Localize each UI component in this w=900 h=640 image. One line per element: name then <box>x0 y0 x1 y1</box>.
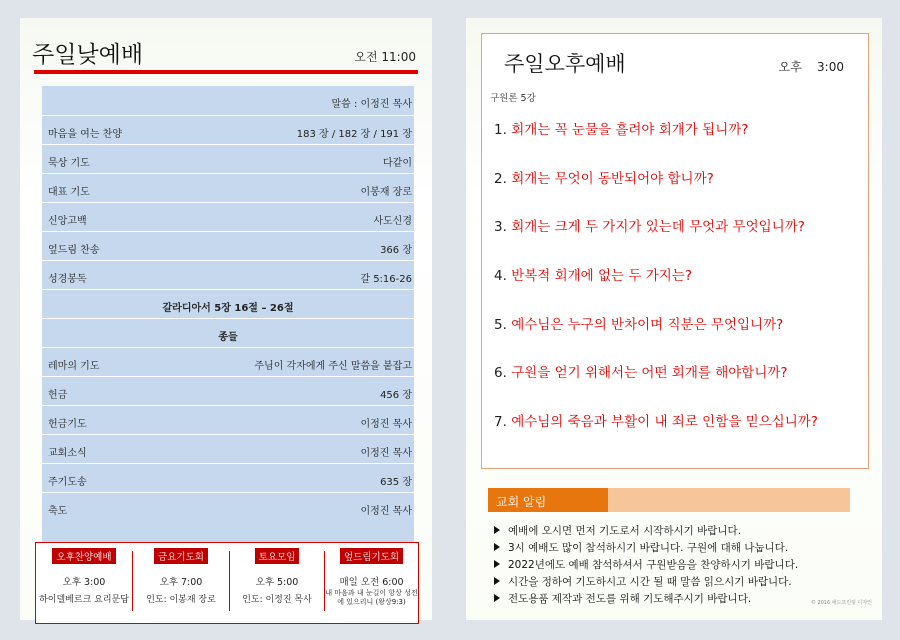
schedule-verse: 내 마음과 내 눈길이 항상 성전에 있으리니 (왕상9:3) <box>325 589 418 606</box>
schedule-leader: 인도: 이정진 목사 <box>242 595 312 605</box>
afternoon-service-frame <box>481 33 869 469</box>
order-label: 대표 기도 <box>48 187 90 198</box>
notice-item <box>494 557 798 572</box>
schedule-title: 오후찬양예배 <box>52 548 115 564</box>
question-item <box>494 362 854 384</box>
weekly-schedule <box>35 542 419 624</box>
scripture-passage: 갈라디아서 5장 16절 – 26절 <box>162 303 294 314</box>
question-text: 구원을 얻기 위해서는 어떤 회개를 해야합니까? <box>511 365 788 381</box>
question-text: 예수님의 죽음과 부활이 내 죄로 인함을 믿으십니까? <box>511 414 818 430</box>
notice-text: 예배에 오시면 먼저 기도로서 시작하시기 바랍니다. <box>508 525 742 537</box>
notice-text: 2022년에도 예배 참석하셔서 구원받음을 찬양하시기 바랍니다. <box>508 559 799 571</box>
schedule-title: 금요기도회 <box>154 548 208 564</box>
question-number: 3. <box>494 219 507 235</box>
afternoon-service-time: 오후 3:00 <box>778 60 844 74</box>
schedule-time: 매일 오전 6:00 <box>339 577 404 588</box>
order-row <box>42 289 414 319</box>
afternoon-service-page <box>466 18 882 620</box>
order-value: 이정진 목사 <box>360 448 412 459</box>
question-item <box>494 411 854 433</box>
question-item <box>494 314 854 336</box>
preacher: 말씀 : 이정진 목사 <box>331 99 412 110</box>
notice-item <box>494 574 792 589</box>
order-row <box>42 405 414 435</box>
order-value: 주님이 각자에게 주신 말씀을 붙잡고 <box>254 361 412 372</box>
title-divider <box>34 70 418 74</box>
order-label: 주기도송 <box>48 477 87 488</box>
question-number: 4. <box>494 268 507 284</box>
lesson-series: 구원론 5강 <box>490 93 536 104</box>
question-text: 회개는 크게 두 가지가 있는데 무엇과 무엇입니까? <box>511 219 805 235</box>
sermon-title: 종들 <box>218 332 238 343</box>
schedule-item <box>325 543 418 623</box>
question-item <box>494 168 854 190</box>
order-value: 이정진 목사 <box>360 506 412 517</box>
order-value: 456 장 <box>380 390 412 401</box>
order-label: 묵상 기도 <box>48 158 90 169</box>
order-row <box>42 115 414 145</box>
schedule-item <box>230 543 324 623</box>
order-row <box>42 86 414 115</box>
notice-text: 전도용품 제작과 전도를 위해 기도해주시기 바랍니다. <box>508 593 752 605</box>
order-label: 교회소식 <box>48 448 87 459</box>
schedule-title: 엎드림기도회 <box>340 548 403 564</box>
order-row <box>42 173 414 203</box>
order-row <box>42 231 414 261</box>
schedule-time: 오후 3:00 <box>62 577 106 588</box>
order-value: 사도신경 <box>373 216 412 227</box>
question-number: 5. <box>494 317 507 333</box>
order-label: 신앙고백 <box>48 216 87 227</box>
order-value: 183 장 / 182 장 / 191 장 <box>296 129 412 140</box>
order-row <box>42 202 414 232</box>
order-value: 이정진 목사 <box>360 419 412 430</box>
order-row <box>42 260 414 290</box>
order-row <box>42 347 414 377</box>
schedule-item <box>36 543 132 623</box>
question-text: 회개는 꼭 눈물을 흘려야 회개가 됩니까? <box>511 122 749 138</box>
order-label: 성경봉독 <box>48 274 87 285</box>
order-value: 갈 5:16-26 <box>360 274 412 285</box>
triangle-bullet-icon <box>494 526 500 534</box>
notice-text: 시간을 정하여 기도하시고 시간 될 때 말씀 읽으시기 바랍니다. <box>508 576 792 588</box>
order-row <box>42 144 414 174</box>
schedule-time: 오후 7:00 <box>159 577 203 588</box>
order-row <box>42 463 414 493</box>
question-item <box>494 216 854 238</box>
order-label: 축도 <box>48 506 68 517</box>
triangle-bullet-icon <box>494 577 500 585</box>
order-row <box>42 434 414 464</box>
schedule-title: 토요모임 <box>255 548 300 564</box>
notice-text: 3시 예배도 많이 참석하시기 바랍니다. 구원에 대해 나눕니다. <box>508 542 789 554</box>
afternoon-service-title: 주일오후예배 <box>504 52 626 76</box>
order-label: 레마의 기도 <box>48 361 100 372</box>
order-value: 이봉재 장로 <box>360 187 412 198</box>
triangle-bullet-icon <box>494 543 500 551</box>
order-value: 366 장 <box>380 245 412 256</box>
morning-service-page <box>20 18 432 620</box>
question-number: 6. <box>494 365 507 381</box>
triangle-bullet-icon <box>494 594 500 602</box>
question-text: 예수님은 누구의 반차이며 직분은 무엇입니까? <box>511 317 784 333</box>
question-item <box>494 265 854 287</box>
morning-service-title: 주일낮예배 <box>32 42 144 68</box>
notice-item <box>494 540 788 555</box>
schedule-time: 오후 5:00 <box>255 577 299 588</box>
notice-heading: 교회 알림 <box>496 495 547 509</box>
question-text: 반복적 회개에 없는 두 가지는? <box>511 268 693 284</box>
triangle-bullet-icon <box>494 560 500 568</box>
order-row <box>42 376 414 406</box>
question-number: 1. <box>494 122 507 138</box>
order-value: 다같이 <box>383 158 412 169</box>
notice-item <box>494 523 741 538</box>
copyright-watermark: © 2016 애드프린팅 디자인 <box>810 600 872 606</box>
order-label: 마음을 여는 찬양 <box>48 129 122 140</box>
order-label: 헌금 <box>48 390 68 401</box>
schedule-leader: 하이델베르크 요리문답 <box>39 595 129 605</box>
notice-item <box>494 591 751 606</box>
order-row <box>42 492 414 522</box>
order-label: 헌금기도 <box>48 419 87 430</box>
worship-order-table <box>42 86 414 544</box>
schedule-item <box>133 543 229 623</box>
order-label: 엎드림 찬송 <box>48 245 100 256</box>
morning-service-time: 오전 11:00 <box>354 50 416 64</box>
question-number: 2. <box>494 171 507 187</box>
order-value: 635 장 <box>380 477 412 488</box>
order-row <box>42 318 414 348</box>
question-number: 7. <box>494 414 507 430</box>
question-item <box>494 119 854 141</box>
schedule-leader: 인도: 이봉재 장로 <box>146 595 216 605</box>
question-text: 회개는 무엇이 동반되어야 합니까? <box>511 171 714 187</box>
